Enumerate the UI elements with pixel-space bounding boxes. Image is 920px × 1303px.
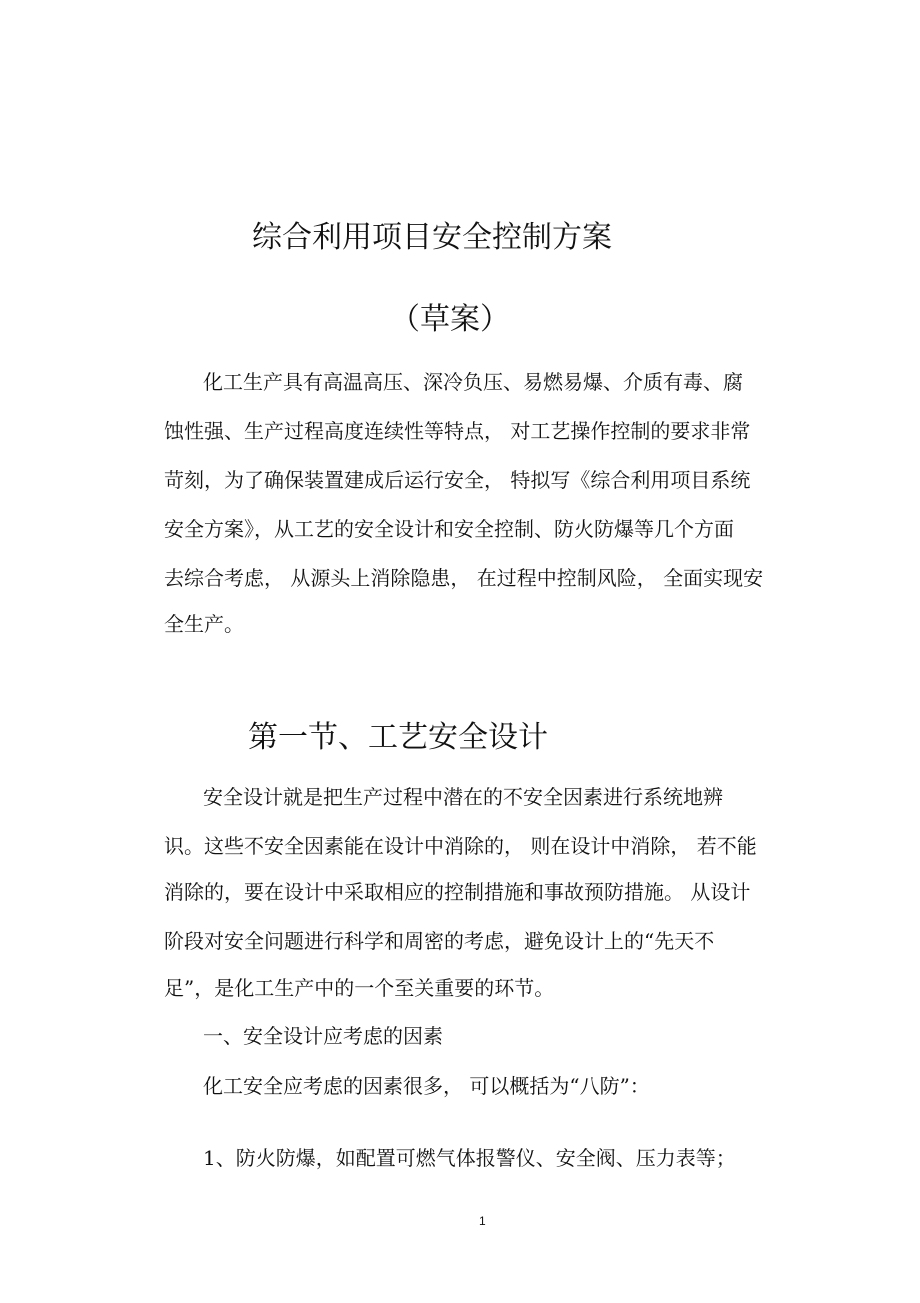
paragraph-line: 阶段对安全问题进行科学和周密的考虑，避免设计上的“先天不 (164, 929, 715, 953)
paragraph-line: 足”，是化工生产中的一个至关重要的环节。 (164, 976, 555, 1000)
summary-line: 化工安全应考虑的因素很多， 可以概括为“八防”： (203, 1074, 650, 1098)
paragraph-line: 苛刻，为了确保装置建成后运行安全， 特拟写《综合利用项目系统 (164, 468, 751, 492)
document-title: 综合利用项目安全控制方案 (252, 220, 612, 255)
page-number: 1 (479, 1214, 486, 1228)
paragraph-line: 化工生产具有高温高压、深冷负压、易燃易爆、介质有毒、腐 (203, 370, 743, 394)
paragraph-line: 安全设计就是把生产过程中潜在的不安全因素进行系统地辨 (203, 785, 723, 809)
paragraph-line: 去综合考虑， 从源头上消除隐患， 在过程中控制风险， 全面实现安 (164, 566, 764, 590)
paragraph-line: 识。这些不安全因素能在设计中消除的， 则在设计中消除， 若不能 (164, 834, 757, 858)
list-item: 1、防火防爆，如配置可燃气体报警仪、安全阀、压力表等； (203, 1146, 736, 1170)
paragraph-line: 蚀性强、生产过程高度连续性等特点， 对工艺操作控制的要求非常 (164, 419, 751, 443)
document-subtitle: （草案） (390, 302, 510, 337)
paragraph-line: 全生产。 (164, 612, 244, 636)
paragraph-line: 安全方案》，从工艺的安全设计和安全控制、防火防爆等几个方面 (164, 517, 734, 541)
paragraph-line: 消除的，要在设计中采取相应的控制措施和事故预防措施。 从设计 (164, 880, 751, 904)
section-heading: 第一节、工艺安全设计 (248, 720, 548, 755)
subsection-heading: 一、安全设计应考虑的因素 (203, 1024, 443, 1048)
